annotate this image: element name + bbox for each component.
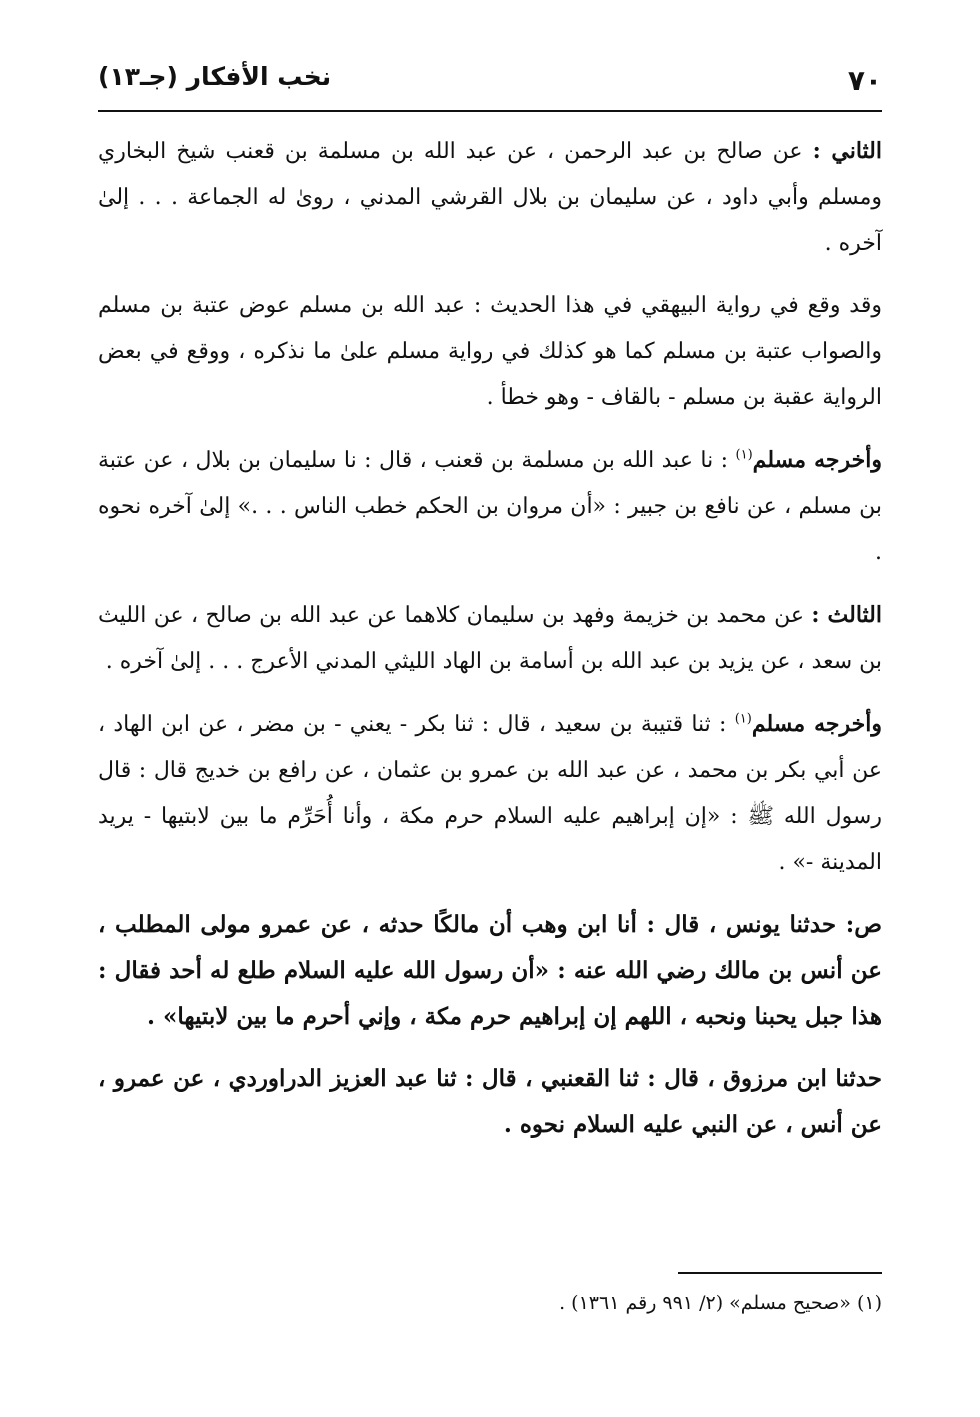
footnote: (١) «صحيح مسلم» (٢/ ٩٩١ رقم ١٣٦١) . (559, 1292, 882, 1314)
commentary-paragraph (98, 437, 882, 576)
matn-paragraph (98, 902, 882, 1040)
page-number: ٧٠ (847, 64, 882, 97)
commentary-paragraph (98, 701, 882, 886)
commentary-paragraph (98, 128, 882, 267)
paragraph-lead: وأخرجه مسلم (751, 711, 882, 737)
paragraph-lead: الثالث : (811, 602, 882, 628)
paragraph-lead: وأخرجه مسلم (752, 447, 882, 473)
page-header (98, 58, 882, 112)
footnote-ref: (١) (735, 447, 753, 463)
matn-lead: ص: (845, 911, 882, 938)
matn-text: حدثنا ابن مرزوق ، قال : ثنا القعنبي ، قال : ثنا عبد العزيز الدراوردي ، عن عمرو ، عن أنس ، عن النبي عليه السلام نحوه . (98, 1065, 882, 1138)
paragraph-text: عن صالح بن عبد الرحمن ، عن عبد الله بن مسلمة بن قعنب شيخ البخاري ومسلم وأبي داود ، عن سليمان بن بلال القرشي المدني ، روىٰ له الجماعة . . . إلىٰ آخره . (98, 139, 882, 256)
running-title: نخب الأفكار (جـ١٣) (98, 62, 332, 91)
paragraph-text: عن محمد بن خزيمة وفهد بن سليمان كلاهما عن عبد الله بن صالح ، عن الليث بن سعد ، عن يزيد بن عبد الله بن أسامة بن الهاد الليثي المدني الأعرج . . . إلىٰ آخره . (98, 603, 882, 674)
matn-paragraph (98, 1056, 882, 1148)
paragraph-text: : نا عبد الله بن مسلمة بن قعنب ، قال : نا سليمان بن بلال ، عن عتبة بن مسلم ، عن نافع بن جبير : «أن مروان بن الحكم خطب الناس . . .» إلىٰ آخره نحوه . (98, 448, 882, 565)
commentary-paragraph (98, 592, 882, 685)
matn-text: حدثنا يونس ، قال : أنا ابن وهب أن مالكًا حدثه ، عن عمرو مولى المطلب ، عن أنس بن مالك رضي الله عنه : «أن رسول الله عليه السلام طلع له أحد فقال : هذا جبل يحبنا ونحبه ، اللهم إن إبراهيم حرم مكة ، وإني أحرم ما بين لابتيها» . (98, 911, 882, 1030)
commentary-paragraph (98, 283, 882, 421)
footnote-ref: (١) (734, 711, 752, 727)
paragraph-lead: الثاني : (812, 138, 882, 164)
paragraph-text: وقد وقع في رواية البيهقي في هذا الحديث : عبد الله بن مسلم عوض عتبة بن مسلم والصواب عتبة بن مسلم كما هو كذلك في رواية مسلم علىٰ ما نذكره ، ووقع في بعض الرواية عقبة بن مسلم - بالقاف - وهو خطأ . (98, 293, 882, 410)
footnote-divider (678, 1272, 882, 1274)
page-body (98, 128, 882, 1164)
paragraph-text: : ثنا قتيبة بن سعيد ، قال : ثنا بكر - يعني - بن مضر ، عن ابن الهاد ، عن أبي بكر بن محمد ، عن عبد الله بن عمرو بن عثمان ، عن رافع بن خديج قال : قال رسول الله ﷺ : «إن إبراهيم عليه السلام حرم مكة ، وأنا أُحَرِّم ما بين لابتيها - يريد المدينة -» . (98, 712, 882, 875)
